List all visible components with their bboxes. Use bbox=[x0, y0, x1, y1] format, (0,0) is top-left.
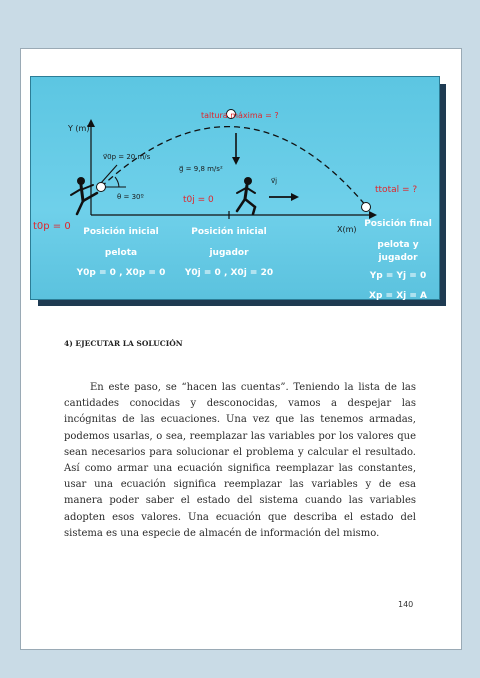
page-number: 140 bbox=[398, 600, 414, 609]
final-subtitle: pelota y jugador bbox=[377, 240, 419, 263]
initial-player-values: Y0j = 0 , X0j = 20 bbox=[184, 268, 274, 278]
runner-icon bbox=[237, 177, 255, 214]
initial-ball-values: Y0p = 0 , X0p = 0 bbox=[76, 268, 166, 278]
section-heading: 4) EJECUTAR LA SOLUCIÓN bbox=[64, 339, 183, 348]
final-values-x: Xp = Xj = A bbox=[369, 291, 427, 301]
vj-arrowhead bbox=[291, 193, 299, 201]
t0p-label: t0p = 0 bbox=[33, 221, 71, 232]
x-axis-label: X(m) bbox=[337, 225, 357, 234]
projectile-figure bbox=[30, 76, 440, 300]
gravity-arrowhead bbox=[232, 157, 240, 165]
g-label: g⃗ = 9,8 m/s² bbox=[179, 165, 223, 173]
kicker-icon bbox=[71, 177, 97, 214]
t0j-label: t0j = 0 bbox=[183, 195, 214, 205]
v0p-label: v⃗0p = 20 m/s bbox=[103, 153, 151, 161]
initial-player-title: Posición inicial bbox=[191, 227, 267, 237]
final-values-y: Yp = Yj = 0 bbox=[369, 271, 427, 281]
ball-start-icon bbox=[97, 183, 106, 192]
t-altura-maxima-label: taltura máxima = ? bbox=[201, 111, 279, 120]
initial-player-subtitle: jugador bbox=[209, 248, 249, 258]
initial-ball-subtitle: pelota bbox=[104, 248, 138, 258]
y-axis-label: Y (m) bbox=[68, 124, 90, 133]
final-title: Posición final bbox=[364, 219, 432, 229]
theta-label: θ = 30º bbox=[117, 193, 144, 201]
x-axis-arrow bbox=[369, 211, 377, 219]
initial-ball-title: Posición inicial bbox=[83, 227, 159, 237]
ball-end-icon bbox=[362, 203, 371, 212]
t-total-label: ttotal = ? bbox=[375, 185, 418, 195]
body-paragraph: En este paso, se “hacen las cuentas”. Teniendo la lista de las cantidades conocidas y desconocidas, vamos a despejar las incógnitas de las ecuaciones. Una vez que las tenemos armadas, podemos usarlas, o sea, reemplazar las variables por los valores que sean necesarios para solucionar el problema y calcular el resultado. Así como armar una ecuación significa reemplazar las constantes, usar una ecuación significa reemplazar las variables y de esa manera poder saber el estado del sistema cuando las variables adopten esos valores. Una ecuación que describa el estado del sistema es una especie de almacén de información del mismo. bbox=[64, 382, 416, 539]
vj-label: v⃗j bbox=[271, 177, 278, 185]
angle-arc bbox=[115, 177, 119, 187]
